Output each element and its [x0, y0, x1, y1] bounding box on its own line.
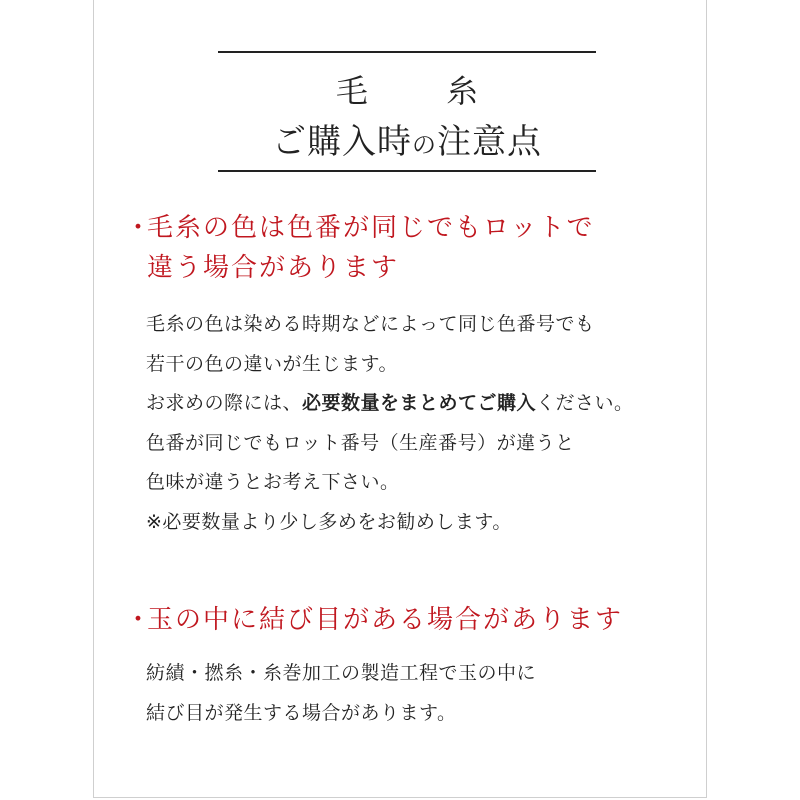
title-main: 毛 糸: [335, 72, 513, 110]
section-1-body-emphasis: 必要数量をまとめてご購入: [302, 392, 537, 414]
title-subtitle-particle: の: [412, 131, 437, 159]
title-subtitle-prefix: ご購入時: [272, 122, 412, 162]
section-1-body-line3-suffix: ください。: [536, 392, 634, 414]
title-subtitle-suffix: 注意点: [437, 122, 542, 162]
section-1-body: [146, 305, 634, 542]
section-1-heading-text-2: 違う場合があります: [147, 253, 400, 283]
section-2-body-line2: 結び目が発生する場合があります。: [146, 701, 457, 724]
section-1-heading-line2: [125, 253, 399, 283]
section-1-body-line3-prefix: お求めの際には、: [146, 392, 303, 414]
section-1-body-line2: 若干の色の違いが生じます。: [146, 352, 398, 375]
title-bottom-rule: [218, 170, 596, 172]
section-1-heading-text-1: 毛糸の色は色番が同じでもロットで: [147, 213, 595, 243]
section-2-body-line1: 紡績・撚糸・糸巻加工の製造工程で玉の中に: [146, 662, 537, 684]
title-top-rule: [218, 51, 596, 53]
section-2-heading: [125, 600, 623, 640]
section-2-heading-text-1: 玉の中に結び目がある場合があります: [147, 605, 624, 635]
section-2-bullet: ・: [125, 605, 154, 635]
section-1-body-line6: ※必要数量より少し多めをお勧めします。: [146, 510, 512, 533]
section-1-body-line5: 色味が違うとお考え下さい。: [146, 471, 400, 493]
section-2-body: [146, 654, 536, 733]
section-1-heading: [125, 208, 594, 288]
section-2-heading-line1: [125, 605, 623, 635]
section-1-heading-line1: [125, 213, 594, 243]
title-subtitle: [218, 114, 596, 163]
section-1-bullet: ・: [125, 213, 154, 243]
section-1-body-line1: 毛糸の色は染める時期などによって同じ色番号でも: [146, 313, 595, 335]
section-1-body-line3: [146, 384, 634, 424]
section-1-body-line4: 色番が同じでもロット番号（生産番号）が違うと: [146, 431, 575, 454]
